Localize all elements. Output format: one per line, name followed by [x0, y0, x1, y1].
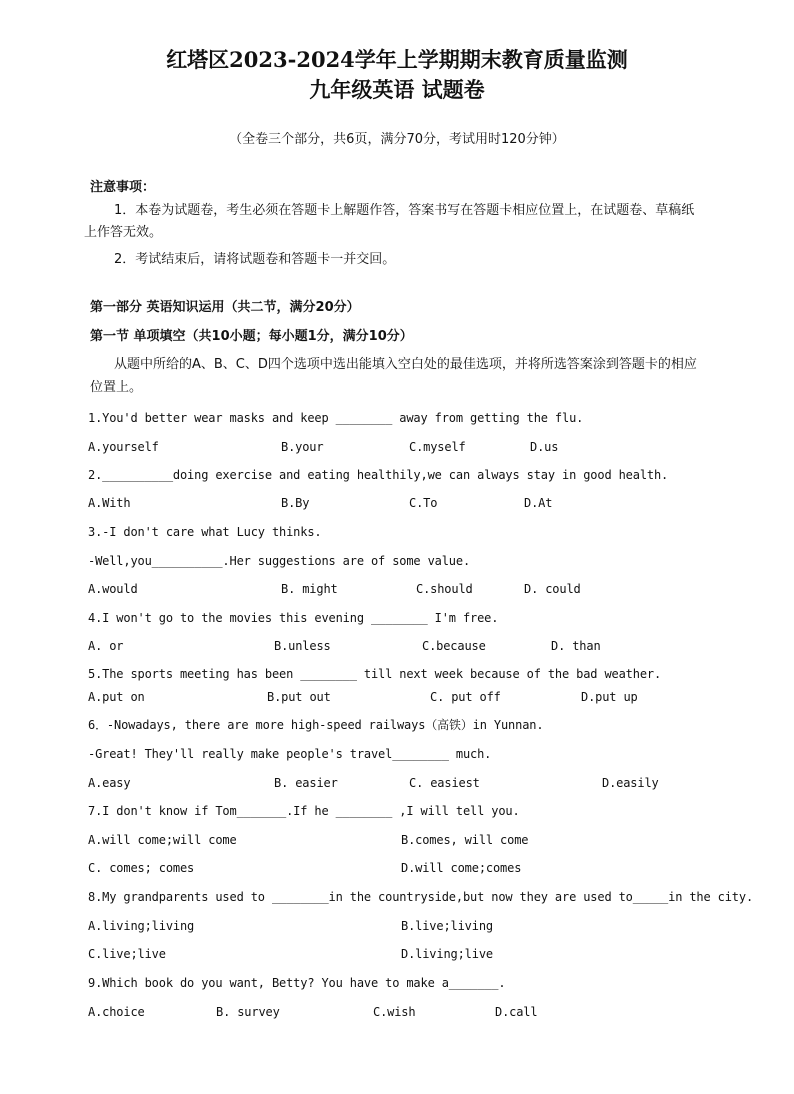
option-2c: C.To: [409, 496, 438, 510]
option-5d: D.put up: [581, 690, 638, 704]
question-6-reply: -Great! They'll really make people's travel________ much.: [88, 747, 492, 761]
question-1: 1.You'd better wear masks and keep ________ away from getting the flu.: [88, 411, 584, 425]
option-9c: C.wish: [373, 1005, 416, 1019]
option-6b: B. easier: [274, 776, 338, 790]
exam-title: 红塔区2023-2024学年上学期期末教育质量监测: [166, 47, 628, 72]
option-1b: B.your: [281, 440, 324, 454]
option-5a: A.put on: [88, 690, 145, 704]
section1-heading: 第一节 单项填空（共10小题；每小题1分，满分10分）: [90, 329, 413, 344]
option-2b: B.By: [281, 496, 310, 510]
question-7: 7.I don't know if Tom_______.If he ________ ,I will tell you.: [88, 804, 520, 818]
exam-info: （全卷三个部分，共6页，满分70分，考试用时120分钟）: [229, 132, 565, 147]
question-2: 2.__________doing exercise and eating healthily,we can always stay in good health.: [88, 468, 669, 482]
option-3a: A.would: [88, 582, 138, 596]
option-1d: D.us: [530, 440, 559, 454]
question-8: 8.My grandparents used to ________in the countryside,but now they are used to_____in the city.: [88, 890, 754, 904]
option-4d: D. than: [551, 639, 601, 653]
option-3c: C.should: [416, 582, 473, 596]
option-3b: B. might: [281, 582, 338, 596]
option-9b: B. survey: [216, 1005, 280, 1019]
option-8b: B.live;living: [401, 919, 493, 933]
option-6a: A.easy: [88, 776, 131, 790]
section1-instruction: 从题中所给的A、B、C、D四个选项中选出能填入空白处的最佳选项，并将所选答案涂到答题卡的相应: [114, 357, 697, 372]
option-9a: A.choice: [88, 1005, 145, 1019]
option-7b: B.comes, will come: [401, 833, 529, 847]
option-3d: D. could: [524, 582, 581, 596]
option-7d: D.will come;comes: [401, 861, 522, 875]
option-8d: D.living;live: [401, 947, 493, 961]
option-7c: C. comes; comes: [88, 861, 195, 875]
question-6: 6．-Nowadays, there are more high-speed railways（高铁）in Yunnan.: [88, 718, 544, 732]
question-4: 4.I won't go to the movies this evening ________ I'm free.: [88, 611, 499, 625]
option-7a: A.will come;will come: [88, 833, 237, 847]
option-2d: D.At: [524, 496, 553, 510]
part1-heading: 第一部分 英语知识运用（共二节，满分20分）: [90, 300, 360, 315]
question-3: 3.-I don't care what Lucy thinks.: [88, 525, 322, 539]
question-5: 5.The sports meeting has been ________ till next week because of the bad weather.: [88, 667, 662, 681]
option-1a: A.yourself: [88, 440, 159, 454]
section1-instruction-cont: 位置上。: [90, 380, 143, 395]
exam-subject-title: 九年级英语 试题卷: [309, 77, 485, 102]
option-9d: D.call: [495, 1005, 538, 1019]
option-4c: C.because: [422, 639, 486, 653]
option-5c: C. put off: [430, 690, 501, 704]
option-2a: A.With: [88, 496, 131, 510]
question-3-reply: -Well,you__________.Her suggestions are of some value.: [88, 554, 471, 568]
option-6c: C. easiest: [409, 776, 480, 790]
option-8a: A.living;living: [88, 919, 195, 933]
option-8c: C.live;live: [88, 947, 166, 961]
note-item-2: 2．考试结束后，请将试题卷和答题卡一并交回。: [114, 252, 396, 267]
option-6d: D.easily: [602, 776, 659, 790]
note-item-1-cont: 上作答无效。: [84, 225, 163, 240]
option-5b: B.put out: [267, 690, 331, 704]
option-1c: C.myself: [409, 440, 466, 454]
option-4b: B.unless: [274, 639, 331, 653]
note-item-1: 1．本卷为试题卷，考生必须在答题卡上解题作答，答案书写在答题卡相应位置上，在试题卷、草稿纸: [114, 203, 695, 218]
question-9: 9.Which book do you want, Betty? You have to make a_______.: [88, 976, 506, 990]
notes-heading: 注意事项：: [90, 180, 156, 195]
option-4a: A. or: [88, 639, 124, 653]
